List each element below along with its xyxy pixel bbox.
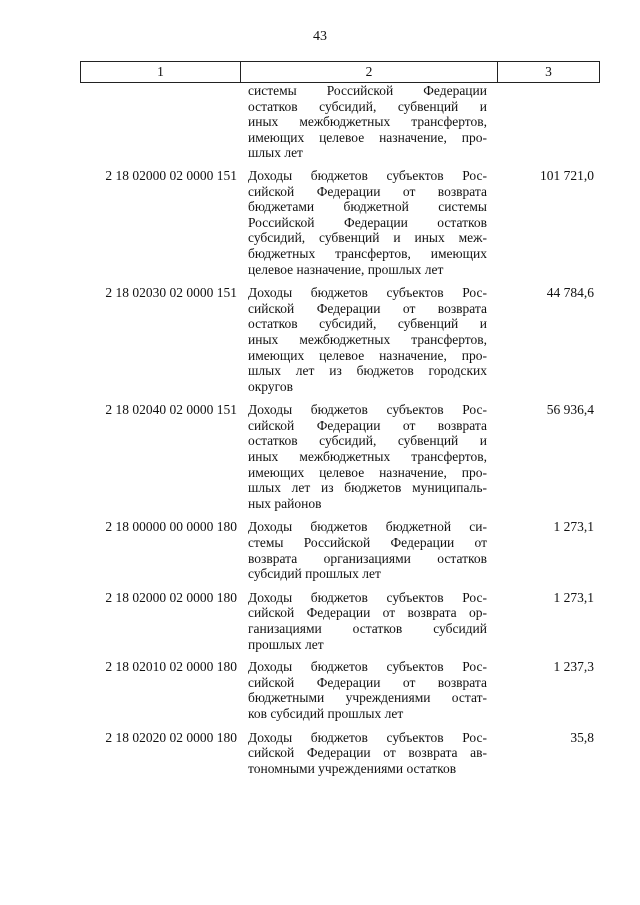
description-line: бюджетами бюджетной системы <box>248 199 487 215</box>
description-line: сийской Федерации от возврата <box>248 300 487 316</box>
budget-code: 2 18 00000 00 0000 180 <box>105 519 237 535</box>
table-row <box>80 285 600 394</box>
description-line: возврата организациями остатков <box>248 550 487 566</box>
description-line: шлых лет из бюджетов муниципаль- <box>248 480 487 496</box>
income-description <box>240 519 497 581</box>
budget-code: 2 18 02000 02 0000 151 <box>105 167 237 183</box>
amount <box>497 83 600 161</box>
table-row <box>80 402 600 511</box>
description-line: Доходы бюджетов субъектов Рос- <box>248 659 487 675</box>
table-row <box>80 83 600 161</box>
income-description <box>240 83 497 161</box>
table-row <box>80 168 600 277</box>
description-line: иных межбюджетных трансфертов, <box>248 449 487 465</box>
amount: 35,8 <box>570 729 594 745</box>
description-line: Доходы бюджетов субъектов Рос- <box>248 402 487 418</box>
description-line: стемы Российской Федерации от <box>248 535 487 551</box>
description-line: сийской Федерации от возврата ав- <box>248 745 487 761</box>
budget-code: 2 18 02000 02 0000 180 <box>105 589 237 605</box>
description-line: имеющих целевое назначение, про- <box>248 129 487 145</box>
description-line: ных районов <box>248 495 322 511</box>
page-number: 43 <box>313 29 327 44</box>
amount: 44 784,6 <box>546 285 594 301</box>
income-description <box>240 730 497 777</box>
description-line: имеющих целевое назначение, про- <box>248 464 487 480</box>
description-line: Российской Федерации остатков <box>248 214 487 230</box>
budget-code: 2 18 02010 02 0000 180 <box>105 659 237 675</box>
description-line: сийской Федерации от возврата ор- <box>248 605 487 621</box>
description-line: субсидий прошлых лет <box>248 566 381 582</box>
description-line: системы Российской Федерации <box>248 83 487 98</box>
table-row <box>80 590 600 652</box>
table-row <box>80 519 600 581</box>
description-line: Доходы бюджетов бюджетной си- <box>248 519 487 535</box>
description-line: Доходы бюджетов субъектов Рос- <box>248 285 487 301</box>
description-line: остатков субсидий, субвенций и <box>248 98 487 114</box>
description-line: бюджетных трансфертов, имеющих <box>248 245 487 261</box>
description-line: ков субсидий прошлых лет <box>248 705 404 721</box>
income-description <box>240 402 497 511</box>
description-line: остатков субсидий, субвенций и <box>248 433 487 449</box>
description-line: имеющих целевое назначение, про- <box>248 347 487 363</box>
description-line: иных межбюджетных трансфертов, <box>248 114 487 130</box>
description-line: остатков субсидий, субвенций и <box>248 316 487 332</box>
description-line: иных межбюджетных трансфертов, <box>248 331 487 347</box>
description-line: ганизациями остатков субсидий <box>248 621 487 636</box>
table-header <box>80 61 600 83</box>
description-line: Доходы бюджетов субъектов Рос- <box>248 167 487 183</box>
budget-code: 2 18 02020 02 0000 180 <box>105 729 237 745</box>
header-column-3: 3 <box>545 64 552 79</box>
header-column-1: 1 <box>81 62 241 82</box>
description-line: бюджетными учреждениями остат- <box>248 690 487 706</box>
header-column-2: 2 <box>241 62 498 82</box>
description-line: шлых лет из бюджетов городских <box>248 363 487 379</box>
table-body <box>80 83 600 776</box>
description-line: Доходы бюджетов субъектов Рос- <box>248 589 487 605</box>
description-line: прошлых лет <box>248 636 324 652</box>
description-line: шлых лет <box>248 145 303 161</box>
amount: 56 936,4 <box>546 402 594 418</box>
table-row <box>80 730 600 777</box>
amount: 101 721,0 <box>540 167 594 183</box>
description-line: тономными учреждениями остатков <box>248 760 457 776</box>
description-line: целевое назначение, прошлых лет <box>248 261 444 277</box>
income-description <box>240 285 497 394</box>
budget-code <box>80 83 240 161</box>
description-line: сийской Федерации от возврата <box>248 183 487 199</box>
amount: 1 273,1 <box>553 519 594 535</box>
description-line: округов <box>248 378 293 394</box>
income-description <box>240 168 497 277</box>
description-line: сийской Федерации от возврата <box>248 674 487 690</box>
amount: 1 273,1 <box>553 589 594 605</box>
income-description <box>240 590 497 652</box>
income-description <box>240 659 497 721</box>
budget-code: 2 18 02040 02 0000 151 <box>105 402 237 418</box>
description-line: субсидий, субвенций и иных меж- <box>248 230 487 246</box>
amount: 1 237,3 <box>553 659 594 675</box>
budget-code: 2 18 02030 02 0000 151 <box>105 285 237 301</box>
description-line: сийской Федерации от возврата <box>248 417 487 433</box>
description-line: Доходы бюджетов субъектов Рос- <box>248 729 487 745</box>
table-row <box>80 659 600 721</box>
